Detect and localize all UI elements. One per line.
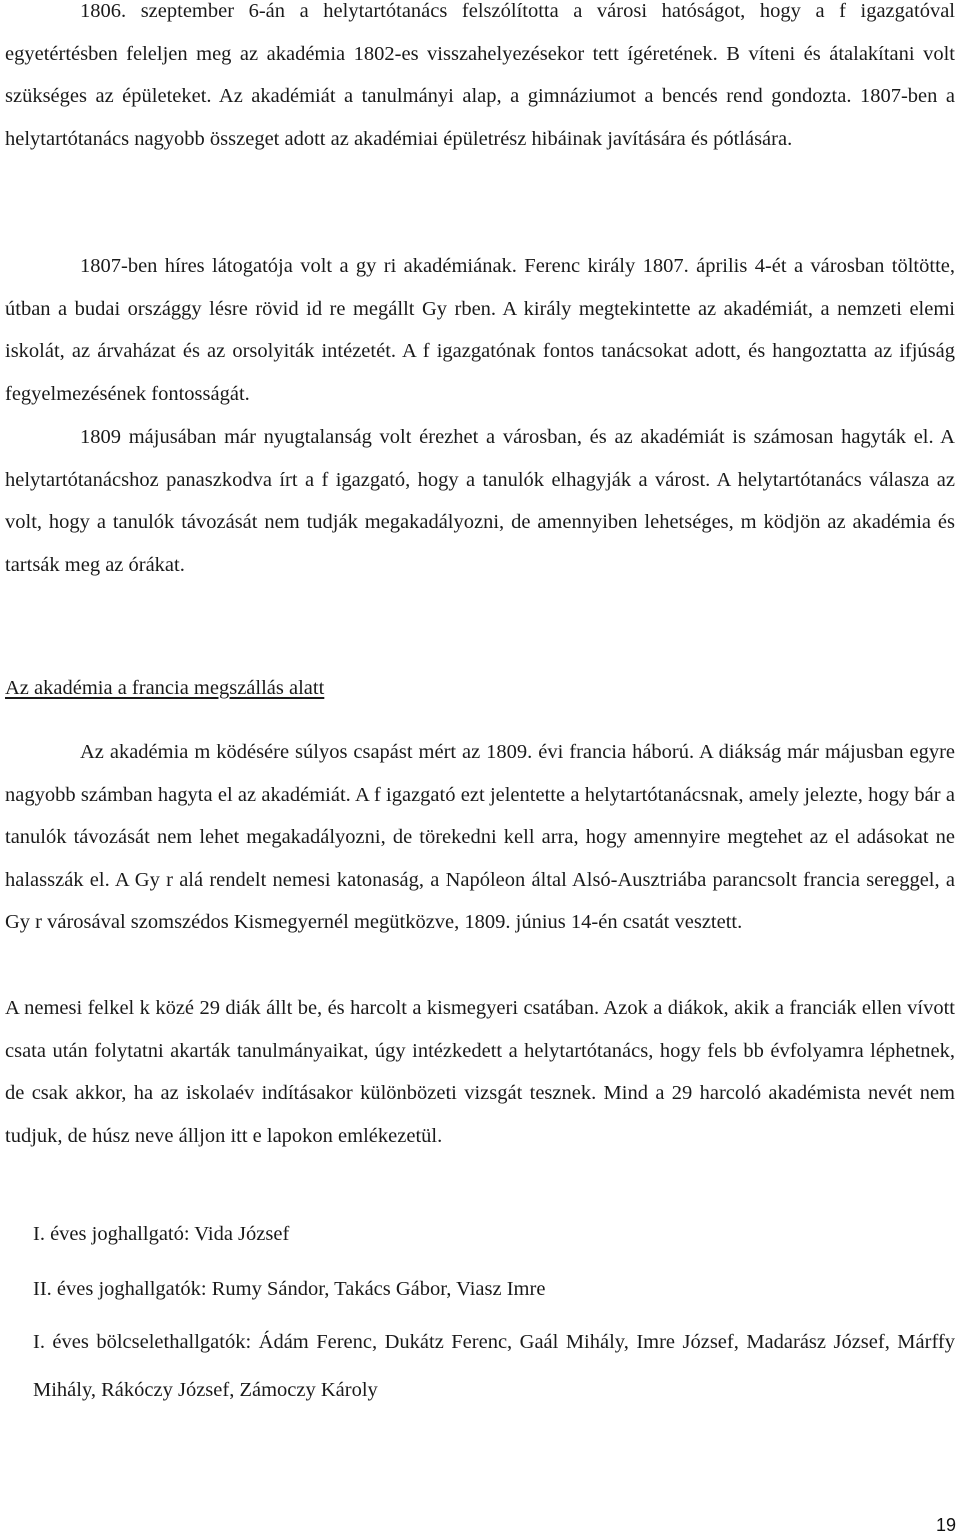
section-heading: Az akadémia a francia megszállás alatt: [5, 677, 325, 699]
paragraph-1809-unrest: 1809 májusában már nyugtalanság volt érezhet a városban, és az akadémiát is számosan hagyták el. A helytartótanácshoz panaszkodva írt a f igazgató, hogy a tanulók elhagyják a várost. A helytartótanács válasza az volt, hogy a tanulók távozását nem tudják megakadályozni, de amennyiben lehetséges, m ködjön az akadémia és tartsák meg az órákat.: [5, 426, 955, 576]
paragraph-students-battle: A nemesi felkel k közé 29 diák állt be, és harcolt a kismegyeri csatában. Azok a diákok, akik a franciák ellen vívott csata után folytatni akarták tanulmányaikat, úgy intézkedett a helytartótanács, hogy fels bb évfolyamra léphetnek, de csak akkor, ha az iskolaév indításakor különbözeti vizsgát tesznek. Mind a 29 harcoló akadémista nevét nem tudjuk, de húsz neve álljon itt e lapokon emlékezetül.: [5, 997, 955, 1147]
list-item-philosophy-students-1st-year: I. éves bölcselethallgatók: Ádám Ferenc, Dukátz Ferenc, Gaál Mihály, Imre József, Madarász József, Márffy Mihály, Rákóczy József, Zámoczy Károly: [33, 1331, 955, 1401]
paragraph-french-war: Az akadémia m ködésére súlyos csapást mért az 1809. évi francia háború. A diákság már májusban egyre nagyobb számban hagyta el az akadémiát. A f igazgató ezt jelentette a helytartótanácsnak, amely jelezte, hogy bár a tanulók távozását nem lehet megakadályozni, de törekedni kell arra, hogy amennyire megtehet az el adásokat ne halasszák el. A Gy r alá rendelt nemesi katonaság, a Napóleon által Alsó-Ausztriába parancsolt francia sereggel, a Gy r városával szomszédos Kismegyernél megütközve, 1809. június 14-én csatát vesztett.: [5, 741, 955, 934]
list-item-law-student-1st-year: I. éves joghallgató: Vida József: [33, 1223, 290, 1245]
paragraph-1806-renovation: 1806. szeptember 6-án a helytartótanács felszólította a városi hatóságot, hogy a f igazgatóval egyetértésben feleljen meg az akadémia 1802-es visszahelyezésekor tett ígéretének. B víteni és átalakítani volt szükséges az épületeket. Az akadémiát a tanulmányi alap, a gimnáziumot a bencés rend gondozta. 1807-ben a helytartótanács nagyobb összeget adott az akadémiai épületrész hibáinak javítására és pótlására.: [5, 0, 955, 150]
list-item-law-students-2nd-year: II. éves joghallgatók: Rumy Sándor, Takács Gábor, Viasz Imre: [33, 1278, 546, 1300]
page-number: 19: [935, 1515, 956, 1535]
paragraph-1807-royal-visit: 1807-ben híres látogatója volt a gy ri akadémiának. Ferenc király 1807. április 4-ét a városban töltötte, útban a budai országgy lésre rövid id re megállt Gy rben. A király megtekintette az akadémiát, a nemzeti elemi iskolát, az árvaházat és az orsolyiták intézetét. A f igazgatónak fontos tanácsokat adott, és hangoztatta az ifjúság fegyelmezésének fontosságát.: [5, 255, 955, 405]
